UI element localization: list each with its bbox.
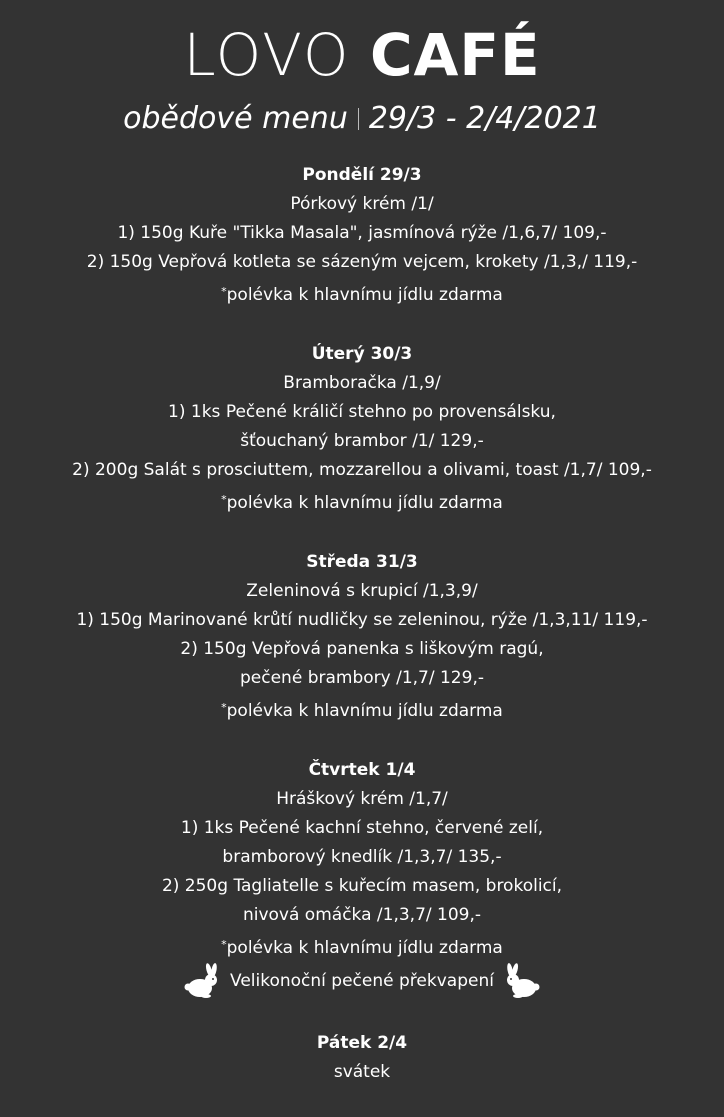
menu-line: 1) 1ks Pečené kachní stehno, červené zelí, — [180, 818, 544, 838]
menu-days — [0, 161, 724, 1117]
menu-line: pečené brambory /1,7/ 129,- — [240, 668, 484, 688]
menu-line: 2) 250g Tagliatelle s kuřecím masem, brokolicí, — [161, 876, 563, 896]
menu-line: bramborový knedlík /1,3,7/ 135,- — [222, 847, 502, 867]
menu-line: šťouchaný brambor /1/ 129,- — [240, 431, 484, 451]
menu-line: nivová omáčka /1,3,7/ 109,- — [242, 905, 482, 925]
note-text: polévka k hlavnímu jídlu zdarma — [226, 938, 503, 958]
day-heading: Pondělí 29/3 — [302, 165, 422, 185]
rabbit-icon — [504, 963, 544, 999]
menu-line: Pórkový krém /1/ — [290, 194, 434, 214]
menu-line: Bramboračka /1,9/ — [283, 373, 441, 393]
day-tuesday — [0, 340, 724, 518]
day-thursday — [0, 756, 724, 999]
cafe-title — [0, 22, 724, 88]
menu-line: Hráškový krém /1,7/ — [276, 789, 448, 809]
title-light: LOVO — [183, 21, 351, 89]
note-asterisk: * — [221, 701, 227, 714]
soup-note — [0, 930, 724, 963]
day-heading: Středa 31/3 — [306, 552, 418, 572]
menu-line: 1) 150g Marinované krůtí nudličky se zeleninou, rýže /1,3,11/ 119,- — [76, 610, 648, 630]
note-asterisk: * — [221, 285, 227, 298]
menu-line: svátek — [333, 1062, 391, 1082]
easter-text: Velikonoční pečené překvapení — [230, 971, 494, 991]
menu-line: 2) 200g Salát s prosciuttem, mozzarellou a olivami, toast /1,7/ 109,- — [72, 460, 652, 480]
note-text: polévka k hlavnímu jídlu zdarma — [226, 701, 503, 721]
note-text: polévka k hlavnímu jídlu zdarma — [226, 285, 503, 305]
note-text: polévka k hlavnímu jídlu zdarma — [226, 493, 503, 513]
subtitle-label: obědové menu — [123, 101, 348, 136]
menu-line: Zeleninová s krupicí /1,3,9/ — [246, 581, 478, 601]
day-friday — [0, 1029, 724, 1087]
menu-subtitle — [0, 100, 724, 138]
note-asterisk: * — [221, 493, 227, 506]
note-asterisk: * — [221, 938, 227, 951]
easter-special — [0, 963, 724, 999]
menu-line: 1) 150g Kuře "Tikka Masala", jasmínová rýže /1,6,7/ 109,- — [117, 223, 607, 243]
menu-line: 2) 150g Vepřová kotleta se sázeným vejcem, krokety /1,3,/ 119,- — [86, 252, 638, 272]
menu-line: 1) 1ks Pečené králičí stehno po provensálsku, — [168, 402, 556, 422]
day-heading: Čtvrtek 1/4 — [308, 760, 416, 780]
title-bold: CAFÉ — [369, 21, 541, 89]
subtitle-divider — [358, 108, 359, 130]
menu-line: 2) 150g Vepřová panenka s liškovým ragú, — [180, 639, 544, 659]
soup-note — [0, 693, 724, 726]
subtitle-dates: 29/3 - 2/4/2021 — [368, 101, 601, 136]
day-heading: Úterý 30/3 — [311, 344, 413, 364]
day-monday — [0, 161, 724, 310]
soup-note — [0, 485, 724, 518]
day-wednesday — [0, 548, 724, 726]
rabbit-icon — [180, 963, 220, 999]
soup-note — [0, 277, 724, 310]
day-heading: Pátek 2/4 — [316, 1033, 408, 1053]
